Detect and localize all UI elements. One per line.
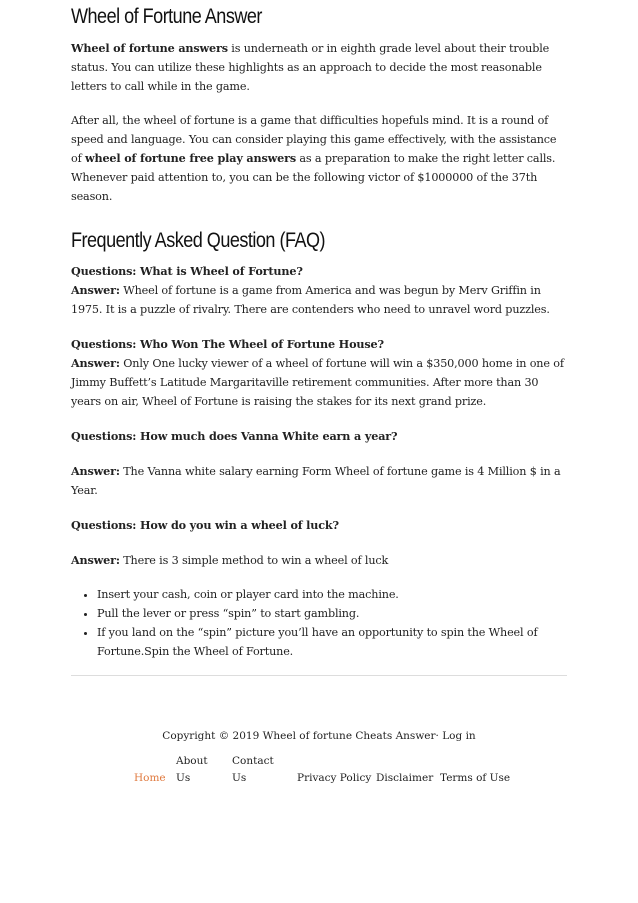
para2-text-after: as a preparation to make the right letter calls. Whenever paid attention to, you can be the following victor of $1000000 of the 37th season. <box>71 152 556 203</box>
faq-answer <box>71 462 567 500</box>
faq-item <box>71 335 567 411</box>
faq-item <box>71 516 567 570</box>
footer-link-contact[interactable] <box>232 753 274 787</box>
faq-item <box>71 262 567 319</box>
footer-link-about[interactable] <box>176 753 208 787</box>
footer-link-label: Us <box>232 772 247 784</box>
method-list <box>71 585 567 661</box>
list-item: • If you land on the “spin” picture you’ll have an opportunity to spin the Wheel of Fortune.Spin the Wheel of Fortune. <box>97 623 567 661</box>
answer-label: Answer: <box>71 283 120 297</box>
faq-answer <box>71 281 567 319</box>
article-content <box>71 0 567 661</box>
footer-link-home[interactable]: Home <box>134 772 166 784</box>
answer-text: The Vanna white salary earning Form Wheel of fortune game is 4 Million $ in a Year. <box>71 465 561 497</box>
intro-text: is underneath or in eighth grade level about their trouble status. You can utilize these highlights as an approach to decide the most reasonable letters to call while in the game. <box>71 42 550 93</box>
footer-link-label: About <box>176 755 208 767</box>
faq-answer <box>71 354 567 411</box>
answer-label: Answer: <box>71 464 120 478</box>
second-paragraph <box>71 111 567 206</box>
faq-answer <box>71 551 567 570</box>
faq-question: Questions: What is Wheel of Fortune? <box>71 264 303 278</box>
footer-link-privacy[interactable]: Privacy Policy <box>297 772 372 784</box>
answer-label: Answer: <box>71 356 120 370</box>
copyright-text: Copyright © 2019 Wheel of fortune Cheats Answer· Log in <box>162 730 476 742</box>
para2-text-before: After all, the wheel of fortune is a game that difficulties hopefuls mind. It is a round of speed and language. You can consider playing this game effectively, with the assistance of <box>71 114 557 165</box>
faq-item <box>71 427 567 500</box>
footer-divider <box>71 675 567 676</box>
para2-strong: wheel of fortune free play answers <box>84 151 296 165</box>
faq-question: Questions: Who Won The Wheel of Fortune House? <box>71 337 384 351</box>
faq-question: Questions: How do you win a wheel of luck? <box>71 518 339 532</box>
intro-strong: Wheel of fortune answers <box>71 41 228 55</box>
list-item: • Insert your cash, coin or player card into the machine. <box>97 585 567 604</box>
intro-paragraph <box>71 39 567 96</box>
answer-text: Only One lucky viewer of a wheel of fortune will win a $350,000 home in one of Jimmy Buffett’s Latitude Margaritaville retirement communities. After more than 30 years on air, Wheel of Fortune is raising the stakes for its next grand prize. <box>71 357 564 408</box>
footer-link-terms[interactable]: Terms of Use <box>440 772 511 784</box>
list-item: • Pull the lever or press “spin” to start gambling. <box>97 604 567 623</box>
footer-link-label: Contact <box>232 755 274 767</box>
article-title: Wheel of Fortune Answer <box>71 5 262 28</box>
answer-text: There is 3 simple method to win a wheel of luck <box>119 554 389 567</box>
faq-question: Questions: How much does Vanna White earn a year? <box>71 429 398 443</box>
faq-heading: Frequently Asked Question (FAQ) <box>71 229 326 252</box>
footer-link-disclaimer[interactable]: Disclaimer <box>376 772 434 784</box>
footer-link-label: Us <box>176 772 191 784</box>
answer-label: Answer: <box>71 553 120 567</box>
answer-text: Wheel of fortune is a game from America and was begun by Merv Griffin in 1975. It is a puzzle of rivalry. There are contenders who need to unravel word puzzles. <box>71 284 550 316</box>
